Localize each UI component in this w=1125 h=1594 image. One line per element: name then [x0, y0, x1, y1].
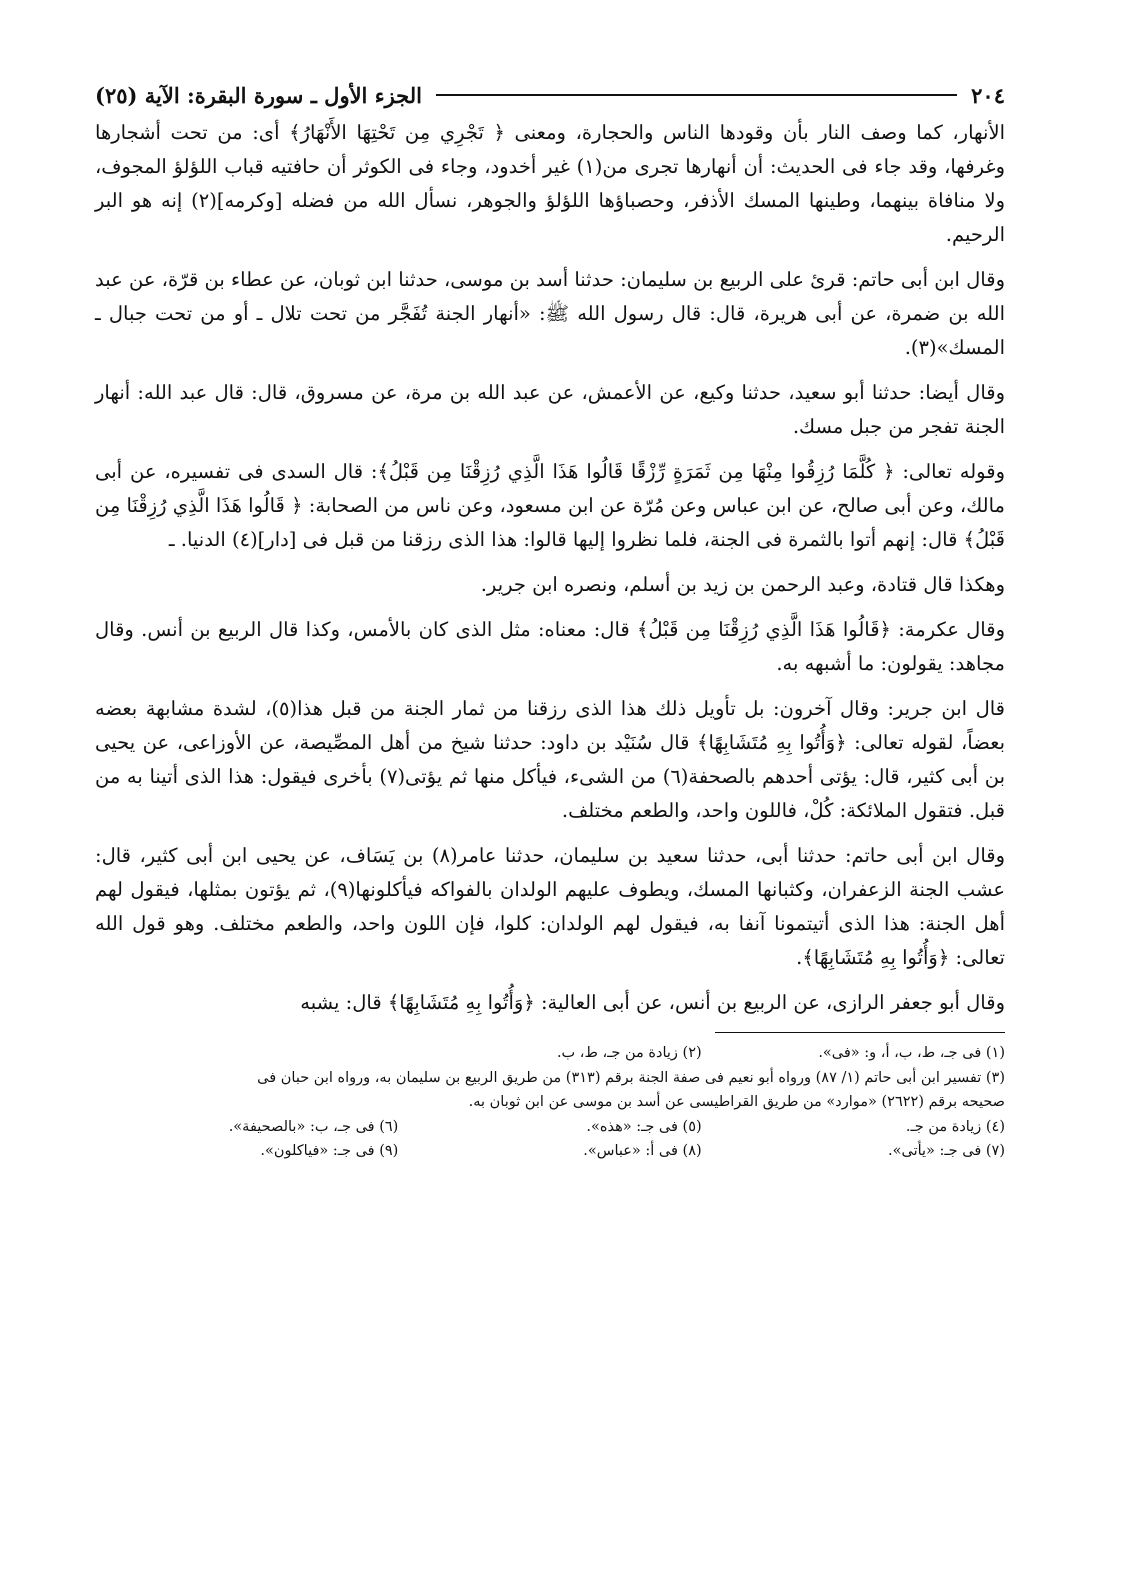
page-number: ٢٠٤: [971, 82, 1005, 108]
footnote-divider: [715, 1032, 1005, 1033]
paragraph: الأنهار، كما وصف النار بأن وقودها الناس والحجارة، ومعنى ﴿ تَجْرِي مِن تَحْتِهَا الأَنْهَارُ﴾ أى: من تحت أشجارها وغرفها، وقد جاء فى الحديث: أن أنهارها تجرى من(١) غير أخدود، وجاء فى الكوثر أن حافتيه قباب اللؤلؤ المجوف، ولا منافاة بينهما، وطينها المسك الأذفر، وحصباؤها اللؤلؤ والجوهر، نسأل الله من فضله [وكرمه](٢) إنه هو البر الرحيم.: [95, 121, 1005, 246]
footnote: (٨) فى أ: «عباس».: [583, 1143, 702, 1159]
paragraph: وقال أيضا: حدثنا أبو سعيد، حدثنا وكيع، عن الأعمش، عن عبد الله بن مرة، عن مسروق، قال: قال عبد الله: أنهار الجنة تفجر من جبل مسك.: [95, 381, 1005, 438]
paragraph: وقال ابن أبى حاتم: حدثنا أبى، حدثنا سعيد بن سليمان، حدثنا عامر(٨) بن يَسَاف، عن يحيى ابن أبى كثير، قال: عشب الجنة الزعفران، وكثبانها المسك، ويطوف عليهم الولدان بالفواكه فيأكلونها(٩)، ثم يؤتون بمثلها، فيقول لهم أهل الجنة: هذا الذى أتيتمونا آنفا به، فيقول لهم الولدان: كلوا، فإن اللون واحد، والطعم مختلف. وهو قول الله تعالى: ﴿وَأُتُوا بِهِ مُتَشَابِهًا﴾.: [95, 844, 1006, 969]
paragraph: وقال أبو جعفر الرازى، عن الربيع بن أنس، عن أبى العالية: ﴿وَأُتُوا بِهِ مُتَشَابِهًا﴾ قال: يشبه: [300, 991, 1005, 1014]
footnote-row: [95, 1139, 1005, 1164]
footnotes: [95, 1041, 1005, 1164]
footnote: (٢) زيادة من جـ، ط، ب.: [556, 1045, 702, 1061]
header-rule: [436, 94, 957, 96]
footnote: (٩) فى جـ: «فياكلون».: [260, 1143, 399, 1159]
main-text: [95, 116, 1005, 1020]
footnote: (٦) فى جـ، ب: «بالصحيفة».: [228, 1118, 399, 1135]
footnote: (٤) زيادة من جـ.: [905, 1118, 1005, 1135]
paragraph: وقوله تعالى: ﴿ كُلَّمَا رُزِقُوا مِنْهَا مِن ثَمَرَةٍ رِّزْقًا قَالُوا هَذَا الَّذِي رُزِقْنَا مِن قَبْلُ﴾: قال السدى فى تفسيره، عن أبى مالك، وعن أبى صالح، عن ابن عباس وعن مُرّة عن ابن مسعود، وعن ناس من الصحابة: ﴿ قَالُوا هَذَا الَّذِي رُزِقْنَا مِن قَبْلُ﴾ قال: إنهم أتوا بالثمرة فى الجنة، فلما نظروا إليها قالوا: هذا الذى رزقنا من قبل فى [دار](٤) الدنيا. ـ: [95, 460, 1005, 551]
paragraph: وقال ابن أبى حاتم: قرئ على الربيع بن سليمان: حدثنا أسد بن موسى، حدثنا ابن ثوبان، عن عطاء بن قرّة، عن عبد الله بن ضمرة، عن أبى هريرة، قال: قال رسول الله ﷺ: «أنهار الجنة تُفَجَّر من تحت تلال ـ أو من تحت جبال ـ المسك»(٣).: [95, 268, 1005, 359]
page-header: [95, 78, 1005, 112]
footnote-spacer: [95, 1041, 398, 1066]
footnote-continuation: صحيحه برقم (٢٦٢٢) «موارد» من طريق القراطيسى عن أسد بن موسى عن ابن ثوبان به.: [468, 1094, 1005, 1110]
footnote-row: [95, 1115, 1005, 1140]
footnote: (١) فى جـ، ط، ب، أ، و: «فى».: [818, 1045, 1005, 1061]
footnote: (٥) فى جـ: «هذه».: [586, 1118, 702, 1135]
running-title: الجزء الأول ـ سورة البقرة: الآية (٢٥): [95, 82, 422, 108]
paragraph: وهكذا قال قتادة، وعبد الرحمن بن زيد بن أسلم، ونصره ابن جرير.: [480, 573, 1005, 596]
footnote: (٧) فى جـ: «يأتى».: [888, 1143, 1005, 1159]
footnote: (٣) تفسير ابن أبى حاتم (١/ ٨٧) ورواه أبو نعيم فى صفة الجنة برقم (٣١٣) من طريق الربيع بن سليمان به، ورواه ابن حبان فى: [257, 1069, 1005, 1086]
paragraph: قال ابن جرير: وقال آخرون: بل تأويل ذلك هذا الذى رزقنا من ثمار الجنة من قبل هذا(٥)، لشدة مشابهة بعضه بعضاً، لقوله تعالى: ﴿وَأُتُوا بِهِ مُتَشَابِهًا﴾ قال سُنَيْد بن داود: حدثنا شيخ من أهل المصِّيصة، عن الأوزاعى، عن يحيى بن أبى كثير، قال: يؤتى أحدهم بالصحفة(٦) من الشىء، فيأكل منها ثم يؤتى(٧) بأخرى فيقول: هذا الذى أتينا به من قبل. فتقول الملائكة: كُلْ، فاللون واحد، والطعم مختلف.: [95, 697, 1006, 822]
paragraph: وقال عكرمة: ﴿قَالُوا هَذَا الَّذِي رُزِقْنَا مِن قَبْلُ﴾ قال: معناه: مثل الذى كان بالأمس، وكذا قال الربيع بن أنس. وقال مجاهد: يقولون: ما أشبهه به.: [95, 618, 1005, 675]
footnote-row: [95, 1041, 1005, 1066]
